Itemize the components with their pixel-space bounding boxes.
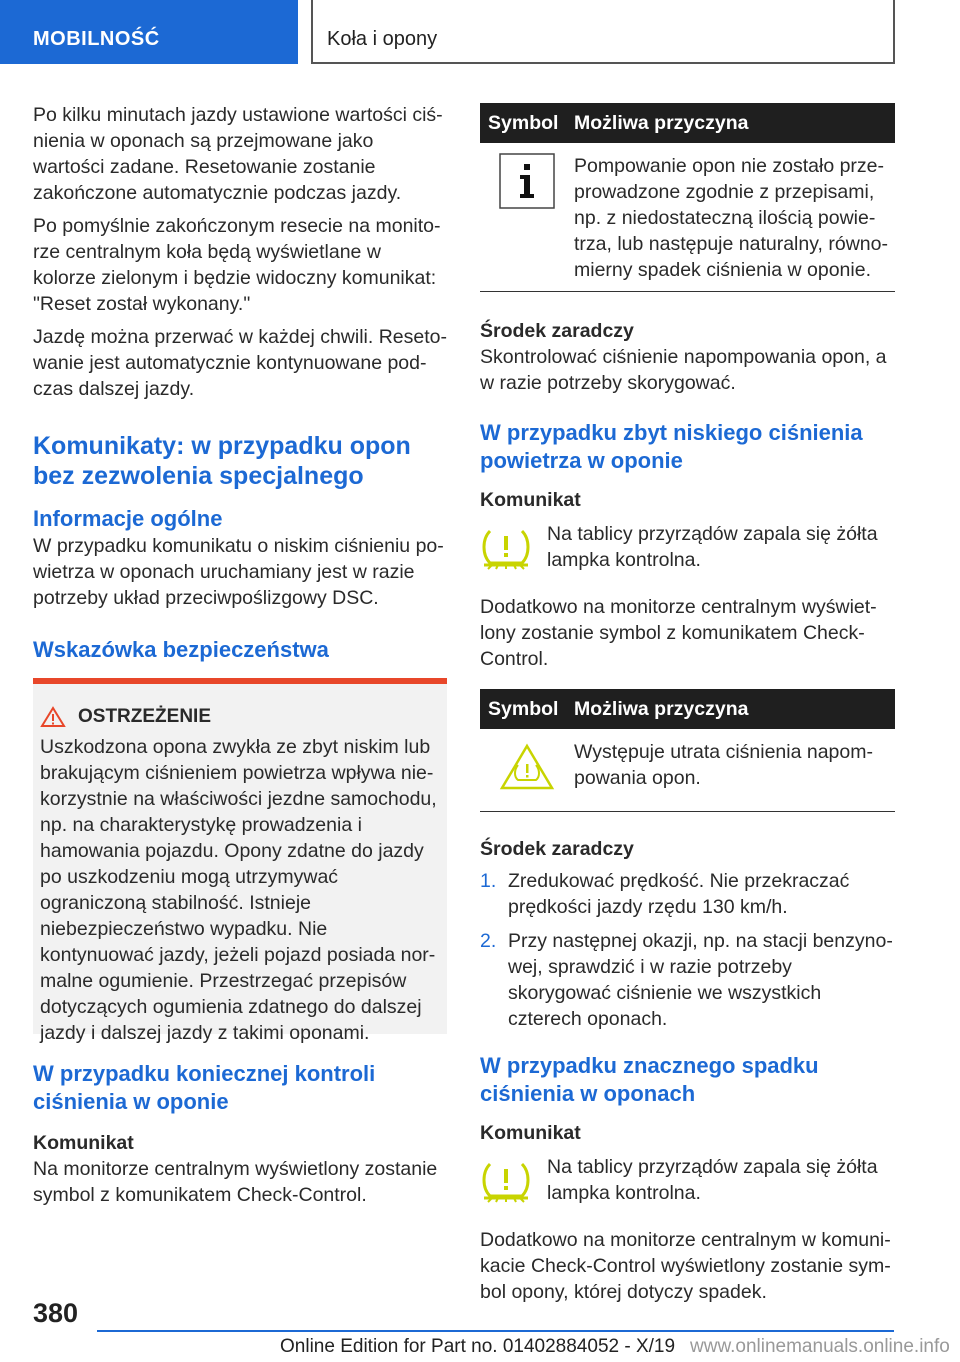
left-column xyxy=(33,102,447,664)
table-header-cause: Możliwa przyczyna xyxy=(574,112,749,134)
edition-text: Online Edition for Part no. 01402884052 - X/19 xyxy=(280,1336,676,1357)
table-header-symbol: Symbol xyxy=(488,112,559,134)
warning-triangle-icon xyxy=(499,743,555,791)
lamp-text: Na tablicy przyrządów zapala się żółta lampka kontrolna. xyxy=(547,1156,878,1204)
paragraph: Jazdę można przerwać w każdej chwili. Resetowanie jest automatycznie kontynuowane podczas dalszej jazdy. xyxy=(33,326,448,400)
warning-triangle-icon xyxy=(40,706,66,728)
paragraph: Dodatkowo na monitorze centralnym wyświetlony zostanie symbol z komunikatem Check-Control. xyxy=(480,596,877,670)
footer-divider xyxy=(97,1330,894,1332)
warning-header xyxy=(40,704,437,730)
lamp-text: Na tablicy przyrządów zapala się żółta lampka kontrolna. xyxy=(547,523,878,571)
paragraph: Skontrolować ciśnienie napompowania opon, a w razie potrzeby skorygować. xyxy=(480,346,887,394)
tire-pressure-lamp-icon xyxy=(480,1158,532,1204)
section-tab: MOBILNOŚĆ xyxy=(0,0,298,64)
paragraph: Na monitorze centralnym wyświetlony zostanie symbol z komunikatem Check-Control. xyxy=(33,1158,438,1206)
subsection-heading: W przypadku zbyt niskiego ciśnienia powietrza w oponie xyxy=(480,420,863,473)
table-row xyxy=(480,143,895,292)
list-item: 2. Przy następnej okazji, np. na stacji benzynowej, sprawdzić i w razie potrzeby skorygować ciśnienie we wszystkich czterech oponach. xyxy=(480,930,893,1030)
paragraph: W przypadku komunikatu o niskim ciśnieniu powietrza w oponach uruchamiany jest w razie potrzeby układ przeciwpoślizgowy DSC. xyxy=(33,535,444,609)
subsection-heading: Informacje ogólne xyxy=(33,506,223,531)
list-item: 1. Zredukować prędkość. Nie przekraczać prędkości jazdy rzędu 130 km/h. xyxy=(480,870,850,918)
remedy-label: Środek zaradczy xyxy=(480,838,634,860)
warning-title: OSTRZEŻENIE xyxy=(78,706,212,727)
subsection-heading: Wskazówka bezpieczeństwa xyxy=(33,637,329,662)
table-header xyxy=(480,689,895,729)
tire-pressure-lamp-icon xyxy=(480,525,532,571)
message-label: Komunikat xyxy=(480,1122,581,1144)
symbol-table xyxy=(480,103,895,292)
info-icon xyxy=(499,153,555,209)
table-cell-cause: Występuje utrata ciśnienia napompowania opon. xyxy=(574,741,873,789)
section-heading: Komunikaty: w przypadku opon bez zezwolenia specjalnego xyxy=(33,432,411,490)
subsection-heading: W przypadku koniecznej kontroli ciśnienia w oponie xyxy=(33,1061,376,1114)
remedy-label: Środek zaradczy xyxy=(480,320,634,342)
paragraph: Dodatkowo na monitorze centralnym w komunikacie Check-Control wyświetlony zostanie symbol opony, której dotyczy spadek. xyxy=(480,1229,891,1303)
chapter-title: Koła i opony xyxy=(311,0,895,64)
symbol-table xyxy=(480,689,895,812)
warning-text: Uszkodzona opona zwykła ze zbyt niskim lub brakującym ciśnieniem powietrza wpływa niekorzystnie na właściwości jezdne samochodu, np. na charakterystykę prowadzenia i hamowania pojazdu. Opony zdatne do jazdy po uszkodzeniu mogą utrzymywać ograniczoną stabilność. Istnieje niebezpieczeństwo wypadku. Nie kontynuować jazdy, jeżeli pojazd posiada normalne ogumienie. Przestrzegać przepisów dotyczących ogumienia zdatnego do dalszej jazdy i dalszej jazdy z takimi oponami. xyxy=(40,736,437,1044)
message-label: Komunikat xyxy=(480,489,581,511)
warning-box xyxy=(33,678,447,1044)
lamp-row xyxy=(480,521,895,578)
message-label: Komunikat xyxy=(33,1132,134,1154)
left-column-bottom xyxy=(33,1060,447,1215)
table-header xyxy=(480,103,895,143)
right-column xyxy=(480,103,895,1312)
paragraph: Po kilku minutach jazdy ustawione wartości ciśnienia w oponach są przejmowane jako wartości zadane. Resetowanie zostanie zakończone automatycznie podczas jazdy. xyxy=(33,104,443,204)
table-row xyxy=(480,729,895,812)
lamp-row xyxy=(480,1154,895,1211)
table-header-symbol: Symbol xyxy=(488,698,559,720)
watermark: www.onlinemanuals.online.info xyxy=(690,1336,950,1357)
steps-list xyxy=(480,868,895,1032)
table-header-cause: Możliwa przyczyna xyxy=(574,698,749,720)
subsection-heading: W przypadku znacznego spadku ciśnienia w oponach xyxy=(480,1053,819,1106)
page-number: 380 xyxy=(33,1298,79,1328)
paragraph: Po pomyślnie zakończonym resecie na monitorze centralnym koła będą wyświetlane w kolorze zielonym i będzie widoczny komunikat: "Reset został wykonany." xyxy=(33,215,441,315)
table-cell-cause: Pompowanie opon nie zostało przeprowadzone zgodnie z przepisami, np. z niedostateczną ilością powietrza, lub następuje naturalny, równomierny spadek ciśnienia w oponie. xyxy=(574,155,888,281)
